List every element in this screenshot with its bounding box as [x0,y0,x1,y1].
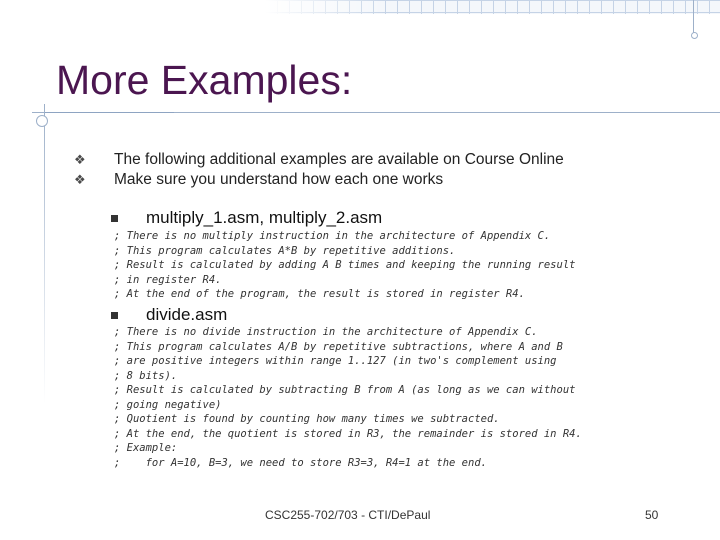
square-bullet-icon [111,215,118,222]
decorative-vertical-line [693,0,694,36]
code-line: ; are positive integers within range 1..127 (in two's complement using [114,355,557,367]
code-line: ; Example: [114,442,178,454]
bullet-item [74,150,564,170]
slide-footer: CSC255-702/703 - CTI/DePaul [265,508,431,522]
code-line: ; in register R4. [114,273,222,286]
code-line: ; going negative) [114,398,222,411]
diamond-bullet-icon: ❖ [74,172,86,188]
section-heading-multiply [111,208,382,228]
code-line: ; 8 bits). [114,369,178,382]
code-line: ; There is no divide instruction in the architecture of Appendix C. [114,326,538,338]
square-bullet-icon [111,312,118,319]
bullet-text: Make sure you understand how each one works [114,171,444,188]
bullet-list [74,150,564,190]
diamond-bullet-icon: ❖ [74,152,86,168]
code-line: ; At the end of the program, the result is stored in register R4. [114,288,525,300]
section-heading-text: divide.asm [146,305,228,324]
code-line: ; This program calculates A/B by repetitive subtractions, where A and B [114,340,563,353]
grid-fade [265,0,385,14]
slide-title: More Examples: [56,57,353,103]
section-heading-text: multiply_1.asm, multiply_2.asm [146,208,383,227]
code-line: ; There is no multiply instruction in the architecture of Appendix C. [114,230,551,242]
code-line: ; This program calculates A*B by repetitive additions. [114,244,456,257]
code-line: ; Quotient is found by counting how many times we subtracted. [114,413,500,425]
code-line: ; Result is calculated by subtracting B from A (as long as we can without [114,384,576,396]
bullet-text: The following additional examples are available on Course Online [114,151,564,168]
section-heading-divide [111,305,227,325]
bullet-item [74,170,564,190]
page-number: 50 [645,508,659,522]
decorative-circle [36,115,48,127]
decorative-dot [691,32,698,39]
code-line: ; for A=10, B=3, we need to store R3=3, R4=1 at the end. [114,456,487,469]
decorative-left-line [44,104,45,404]
code-line: ; Result is calculated by adding A B times and keeping the running result [114,259,576,271]
code-line: ; At the end, the quotient is stored in R3, the remainder is stored in R4. [114,427,582,440]
code-block-multiply [114,229,575,302]
title-underline-accent [44,112,174,113]
code-block-divide [114,325,582,470]
